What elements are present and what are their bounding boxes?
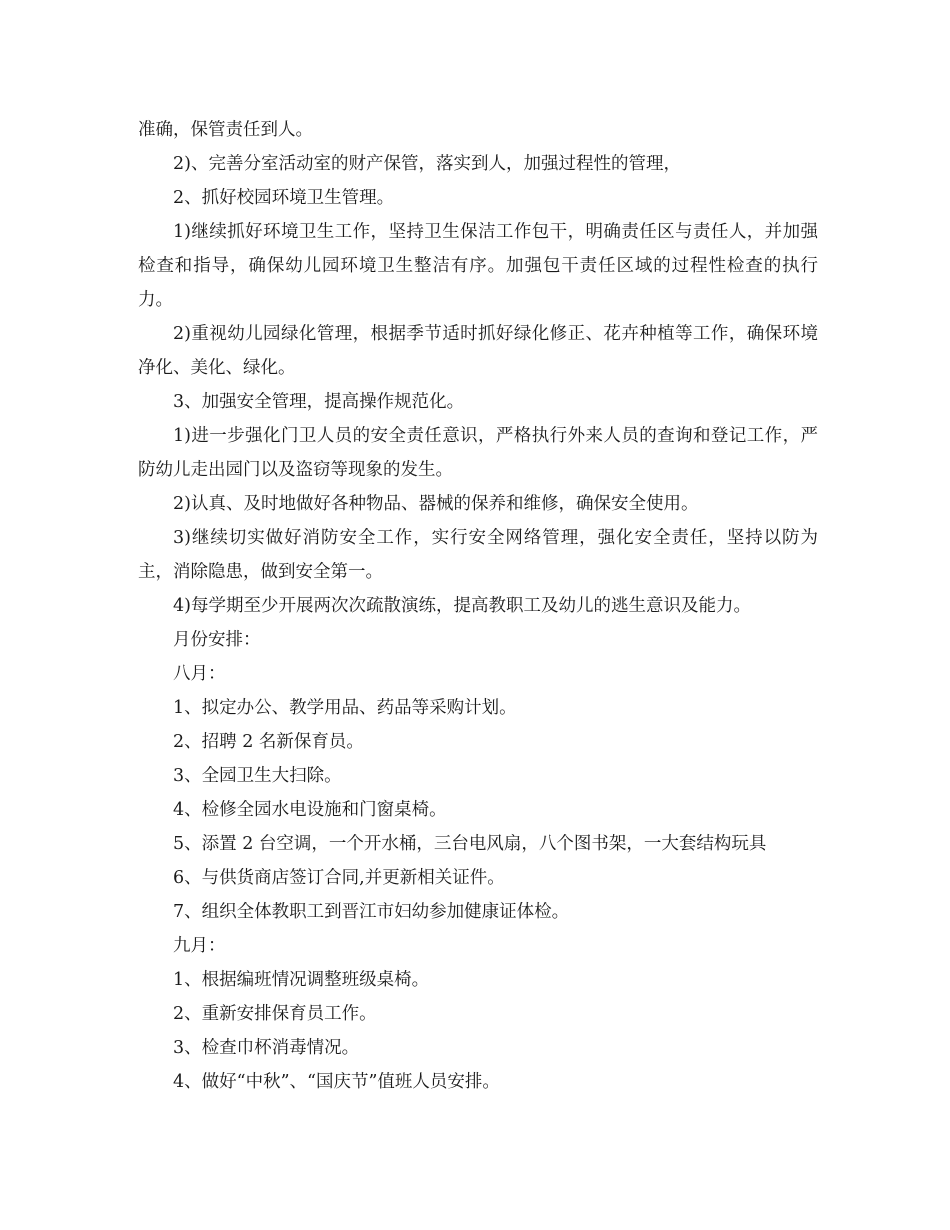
paragraph: 3、全园卫生大扫除。	[173, 766, 342, 786]
paragraph: 3)继续切实做好消防安全工作，实行安全网络管理，强化安全责任，坚持以防为主，消除隐患，做到安全第一。	[138, 528, 818, 582]
paragraph: 3、检查巾杯消毒情况。	[173, 1038, 360, 1058]
paragraph: 3、加强安全管理，提高操作规范化。	[173, 392, 465, 412]
paragraph: 2)重视幼儿园绿化管理，根据季节适时抓好绿化修正、花卉种植等工作，确保环境净化、美化、绿化。	[138, 324, 818, 378]
paragraph: 1)进一步强化门卫人员的安全责任意识，严格执行外来人员的查询和登记工作，严防幼儿走出园门以及盗窃等现象的发生。	[138, 426, 818, 480]
paragraph: 2)认真、及时地做好各种物品、器械的保养和维修，确保安全使用。	[173, 494, 699, 514]
paragraph: 九月：	[173, 936, 226, 956]
paragraph: 八月：	[173, 664, 226, 684]
paragraph: 月份安排：	[173, 630, 261, 650]
paragraph: 2、重新安排保育员工作。	[173, 1004, 377, 1024]
paragraph: 4、检修全园水电设施和门窗桌椅。	[173, 800, 447, 820]
paragraph: 2、抓好校园环境卫生管理。	[173, 188, 395, 208]
paragraph: 4)每学期至少开展两次次疏散演练，提高教职工及幼儿的逃生意识及能力。	[173, 596, 751, 616]
paragraph: 2)、完善分室活动室的财产保管，落实到人，加强过程性的管理，	[173, 154, 681, 174]
paragraph: 4、做好“中秋”、“国庆节”值班人员安排。	[173, 1072, 500, 1092]
document-body	[138, 113, 818, 1099]
paragraph: 1)继续抓好环境卫生工作，坚持卫生保洁工作包干，明确责任区与责任人，并加强检查和指导，确保幼儿园环境卫生整洁有序。加强包干责任区域的过程性检查的执行力。	[138, 222, 818, 310]
paragraph: 1、根据编班情况调整班级桌椅。	[173, 970, 430, 990]
paragraph: 5、添置 2 台空调，一个开水桶，三台电风扇，八个图书架，一大套结构玩具	[173, 834, 767, 854]
paragraph: 6、与供货商店签订合同,并更新相关证件。	[173, 868, 505, 888]
paragraph: 7、组织全体教职工到晋江市妇幼参加健康证体检。	[173, 902, 570, 922]
paragraph: 准确，保管责任到人。	[138, 120, 313, 140]
paragraph: 1、拟定办公、教学用品、药品等采购计划。	[173, 698, 517, 718]
paragraph: 2、招聘 2 名新保育员。	[173, 732, 364, 752]
